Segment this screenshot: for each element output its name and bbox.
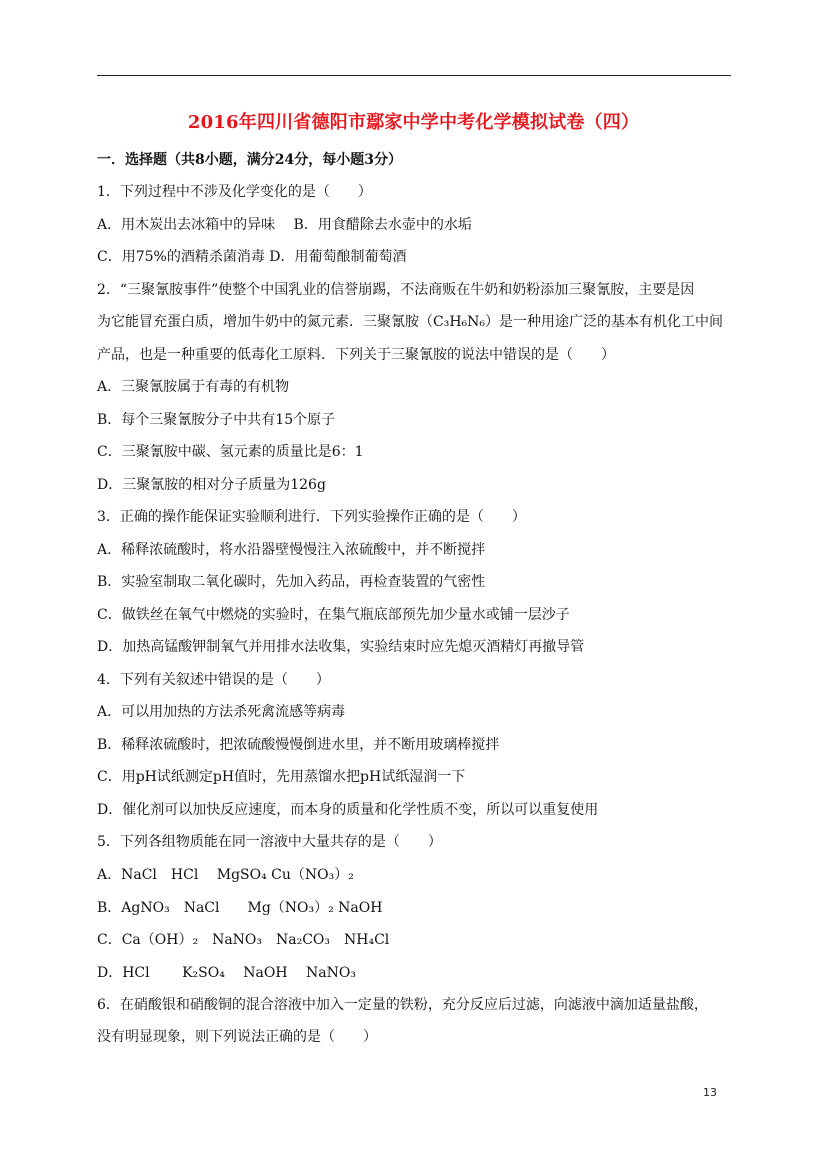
q4-option-b: B．稀释浓硫酸时，把浓硫酸慢慢倒进水里，并不断用玻璃棒搅拌 <box>97 737 500 753</box>
question-2-cont: 为它能冒充蛋白质，增加牛奶中的氮元素．三聚氰胺（C₃H₆N₆）是一种用途广泛的基本有机化工中间 <box>97 314 724 330</box>
q4-option-c: C．用pH试纸测定pH值时，先用蒸馏水把pH试纸湿润一下 <box>97 769 466 785</box>
q5-option-b: B．AgNO₃ NaCl Mg（NO₃）₂ NaOH <box>97 900 383 916</box>
exam-title: 2016年四川省德阳市鄢家中学中考化学模拟试卷（四） <box>187 112 640 133</box>
q2-option-a: A．三聚氰胺属于有毒的有机物 <box>97 379 290 395</box>
header-rule <box>97 75 731 76</box>
q4-option-d: D．催化剂可以加快反应速度，而本身的质量和化学性质不变，所以可以重复使用 <box>97 802 599 818</box>
question-6: 6．在硝酸银和硝酸铜的混合溶液中加入一定量的铁粉，充分反应后过滤，向滤液中滴加适量盐酸， <box>97 997 708 1013</box>
q3-option-a: A．稀释浓硫酸时，将水沿器壁慢慢注入浓硫酸中，并不断搅拌 <box>97 542 486 558</box>
question-4: 4．下列有关叙述中错误的是（ ） <box>97 672 330 688</box>
q5-option-c: C．Ca（OH）₂ NaNO₃ Na₂CO₃ NH₄Cl <box>97 932 390 948</box>
question-5: 5．下列各组物质能在同一溶液中大量共存的是（ ） <box>97 834 442 850</box>
question-6-cont: 没有明显现象，则下列说法正确的是（ ） <box>97 1029 377 1045</box>
q4-option-a: A．可以用加热的方法杀死禽流感等病毒 <box>97 704 346 720</box>
q3-option-d: D．加热高锰酸钾制氧气并用排水法收集，实验结束时应先熄灭酒精灯再撤导管 <box>97 639 585 655</box>
q3-option-b: B．实验室制取二氧化碳时，先加入药品，再检查装置的气密性 <box>97 574 486 590</box>
q5-option-a: A．NaCl HCl MgSO₄ Cu（NO₃）₂ <box>97 867 354 883</box>
q2-option-d: D．三聚氰胺的相对分子质量为126g <box>97 477 326 493</box>
q2-option-b: B．每个三聚氰胺分子中共有15个原子 <box>97 412 336 428</box>
q1-option-ab: A．用木炭出去冰箱中的异味 B．用食醋除去水壶中的水垢 <box>97 217 472 233</box>
question-1: 1．下列过程中不涉及化学变化的是（ ） <box>97 184 372 200</box>
q2-option-c: C．三聚氰胺中碳、氢元素的质量比是6：1 <box>97 444 364 460</box>
question-3: 3．正确的操作能保证实验顺利进行．下列实验操作正确的是（ ） <box>97 509 526 525</box>
q3-option-c: C．做铁丝在氧气中燃烧的实验时，在集气瓶底部预先加少量水或铺一层沙子 <box>97 607 570 623</box>
page-number: 13 <box>703 1086 717 1099</box>
question-2: 2．“三聚氰胺事件”使整个中国乳业的信誉崩踢，不法商贩在牛奶和奶粉添加三聚氰胺，主要是因 <box>97 282 695 298</box>
q5-option-d: D．HCl K₂SO₄ NaOH NaNO₃ <box>97 965 356 981</box>
section-heading: 一．选择题（共8小题，满分24分，每小题3分） <box>97 152 402 168</box>
q1-option-cd: C．用75%的酒精杀菌消毒 D．用葡萄酿制葡萄酒 <box>97 249 407 265</box>
question-2-cont: 产品，也是一种重要的低毒化工原料．下列关于三聚氰胺的说法中错误的是（ ） <box>97 347 615 363</box>
